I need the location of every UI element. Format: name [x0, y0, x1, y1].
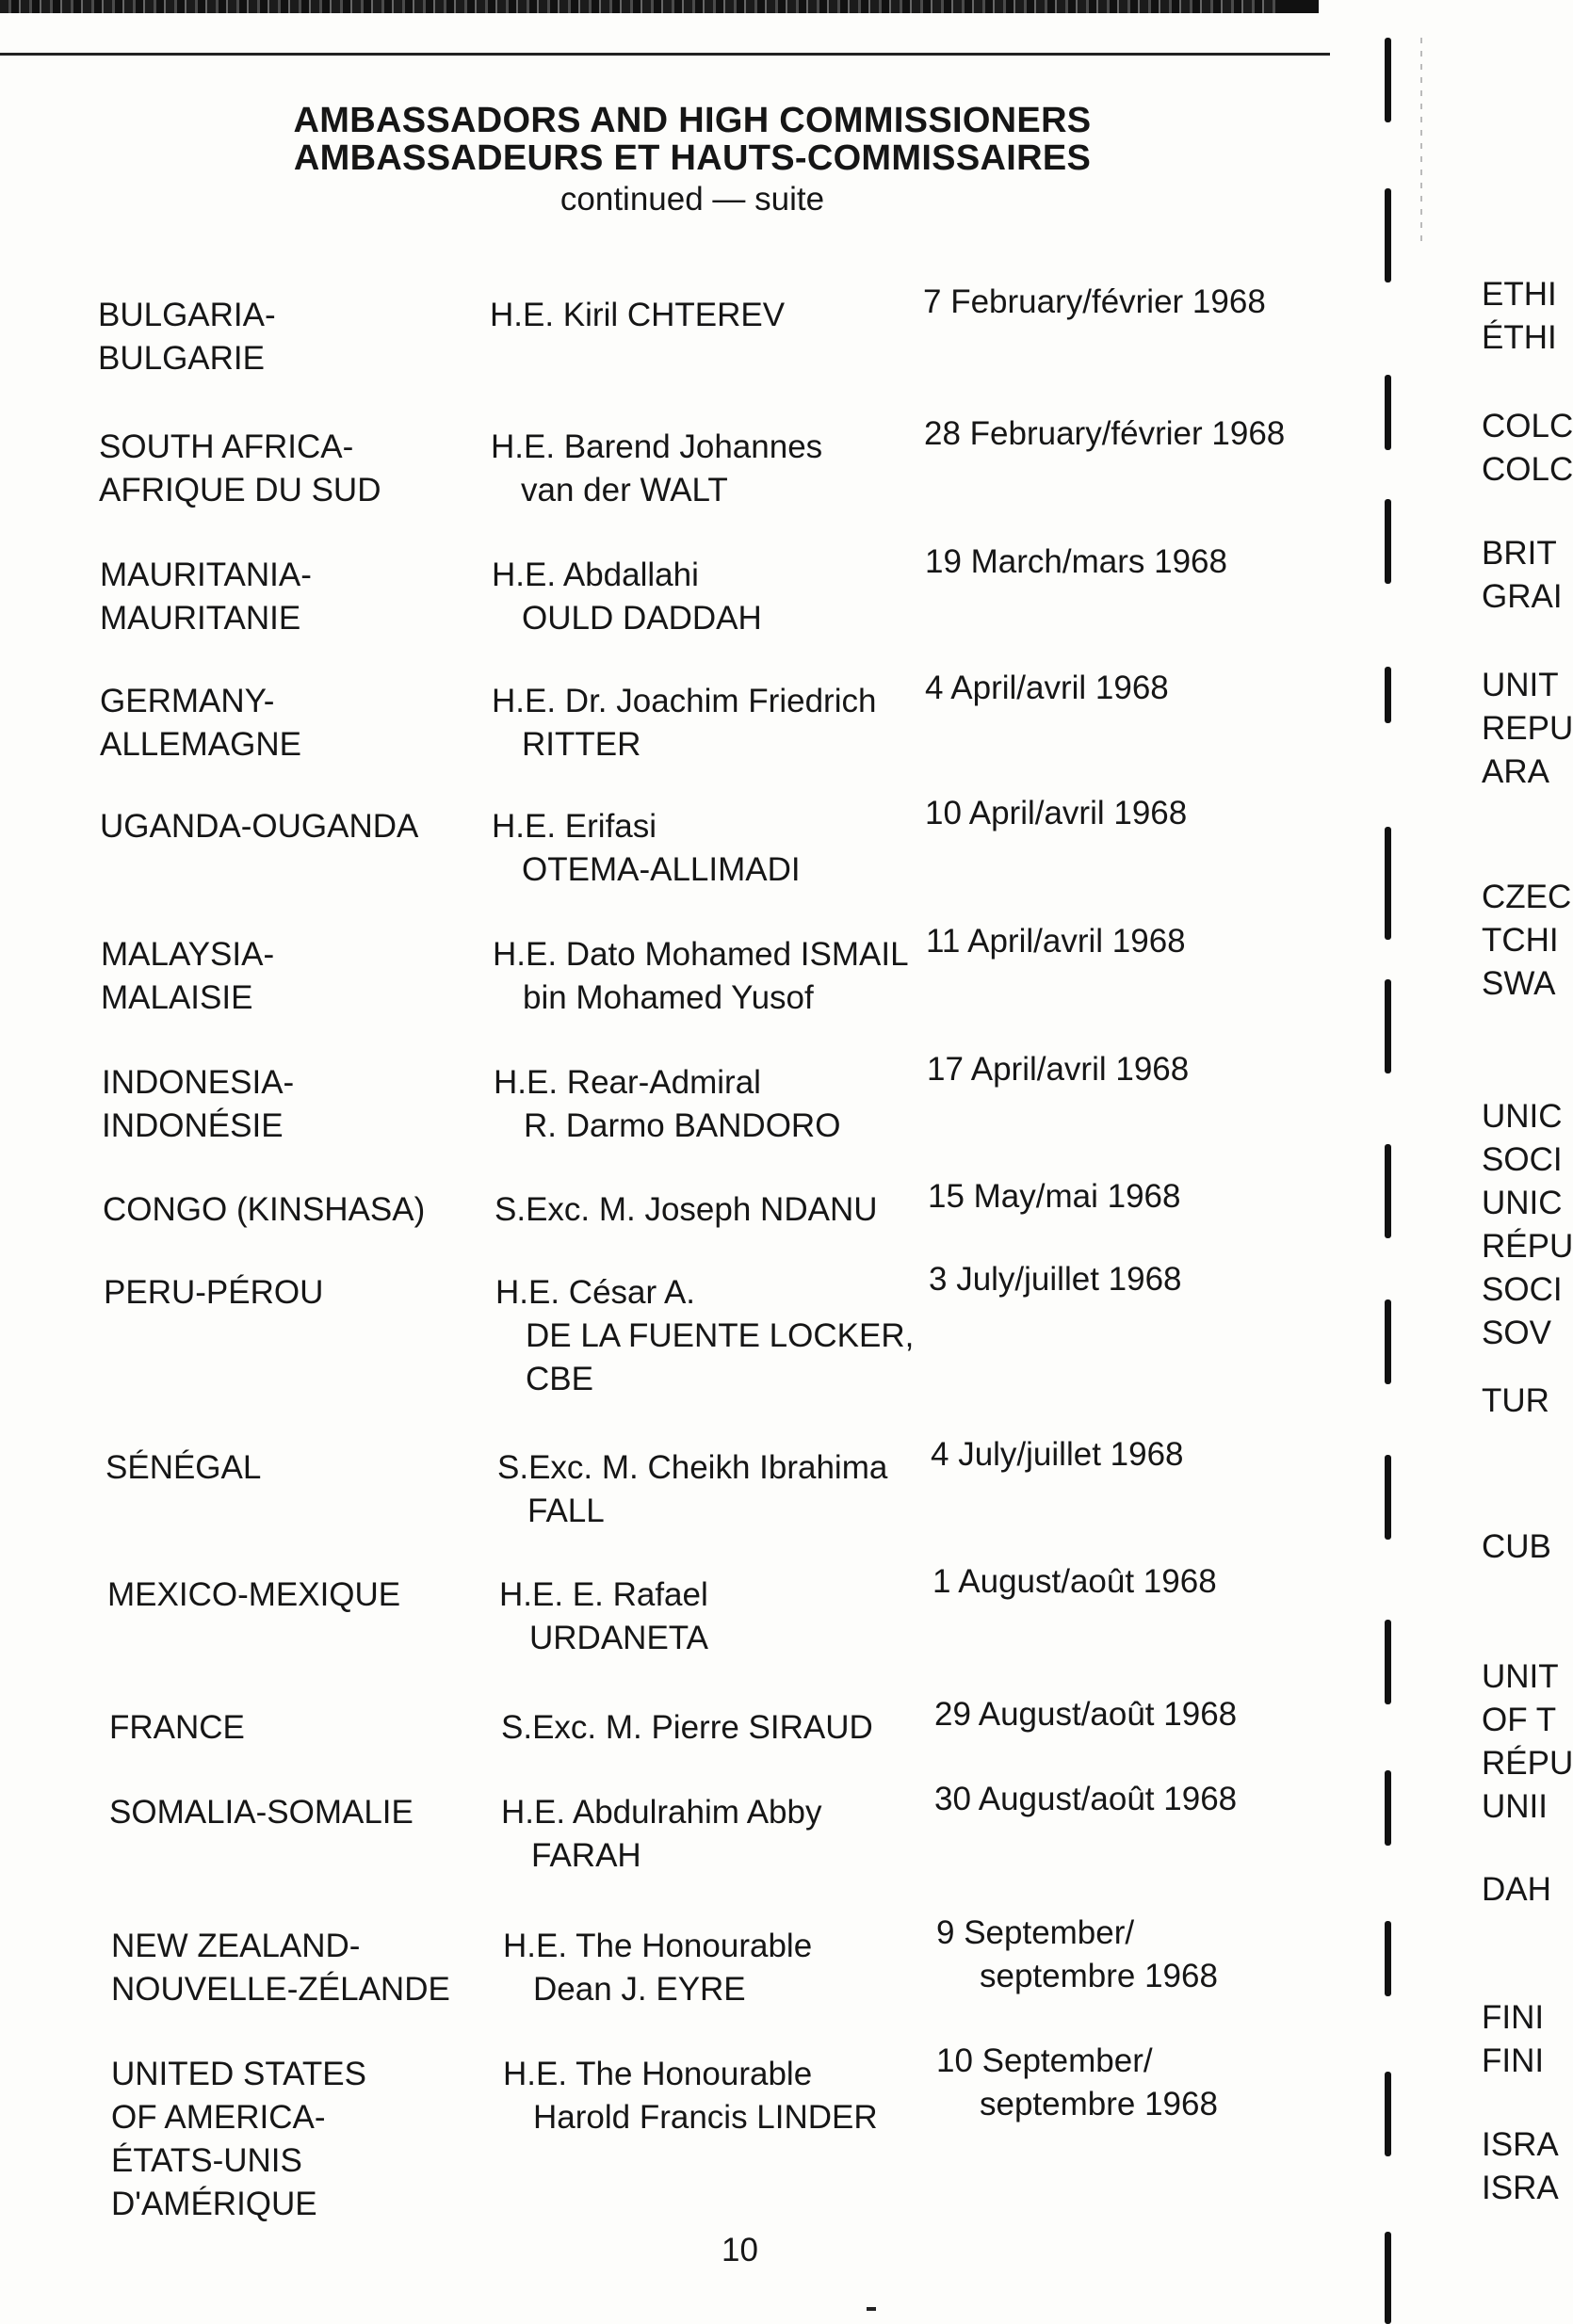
adjacent-page-fragment — [1482, 273, 1557, 360]
name-line: H.E. Abdulrahim Abby — [501, 1794, 822, 1831]
country-cell — [107, 1574, 522, 1617]
country-line: ALLEMAGNE — [100, 726, 301, 763]
country-line: MAURITANIE — [100, 600, 301, 637]
envoy-name-cell — [495, 1188, 984, 1232]
name-line: OTEMA-ALLIMADI — [522, 851, 801, 888]
country-line: ÉTATS-UNIS — [111, 2142, 302, 2179]
date-line: 28 February/février 1968 — [924, 415, 1286, 452]
credentials-date-cell — [934, 1693, 1330, 1736]
country-line: INDONESIA- — [102, 1064, 295, 1101]
adjacent-page-fragment — [1482, 1996, 1557, 2083]
country-cell — [100, 805, 514, 848]
binding-bracket — [1385, 667, 1391, 723]
fragment-line: CUB — [1482, 1528, 1551, 1565]
binding-bracket — [1385, 188, 1391, 282]
fragment-line: ARA — [1482, 753, 1549, 790]
country-line: FRANCE — [109, 1709, 245, 1746]
credentials-date-cell — [924, 412, 1320, 456]
fragment-line: OF T — [1482, 1702, 1557, 1738]
country-cell — [103, 1188, 517, 1232]
country-line: UNITED STATES — [111, 2056, 366, 2092]
date-line: 19 March/mars 1968 — [925, 543, 1227, 580]
country-cell — [99, 426, 513, 512]
country-line: CONGO (KINSHASA) — [103, 1191, 426, 1228]
credentials-date-cell — [936, 2040, 1332, 2126]
name-line: H.E. The Honourable — [503, 2056, 813, 2092]
country-line: MAURITANIA- — [100, 557, 312, 593]
name-line: URDANETA — [529, 1620, 708, 1656]
fragment-line: FINI — [1482, 1999, 1545, 2036]
binding-bracket — [1385, 375, 1391, 450]
name-line: Dean J. EYRE — [533, 1971, 746, 2008]
name-line: H.E. Barend Johannes — [491, 428, 823, 465]
binding-bracket — [1385, 1921, 1391, 1996]
name-line: RITTER — [522, 726, 641, 763]
fragment-line: RÉPU — [1482, 1745, 1573, 1782]
name-line: Harold Francis LINDER — [533, 2099, 878, 2136]
adjacent-page-fragment — [1482, 1655, 1573, 1829]
date-line: 9 September/ — [936, 1914, 1135, 1951]
date-line: 3 July/juillet 1968 — [929, 1261, 1182, 1298]
binding-bracket — [1385, 979, 1391, 1073]
name-line: R. Darmo BANDORO — [524, 1107, 841, 1144]
date-line: 10 September/ — [936, 2042, 1153, 2079]
country-line: AFRIQUE DU SUD — [99, 472, 381, 508]
name-line: DE LA FUENTE LOCKER, — [526, 1317, 915, 1354]
binding-bracket — [1385, 499, 1391, 584]
date-line: 30 August/août 1968 — [934, 1781, 1238, 1817]
subtitle: continued — suite — [559, 181, 825, 218]
fragment-line: RÉPU — [1482, 1228, 1573, 1265]
fragment-line: COLC — [1482, 408, 1573, 444]
fragment-line: SOCI — [1482, 1271, 1563, 1308]
adjacent-page-fragment — [1482, 405, 1573, 492]
country-cell — [102, 1061, 516, 1148]
fragment-line: ETHI — [1482, 276, 1557, 313]
fragment-line: UNIT — [1482, 667, 1559, 703]
binding-bracket — [1385, 1455, 1391, 1540]
name-line: OULD DADDAH — [522, 600, 762, 637]
credentials-date-cell — [932, 1560, 1328, 1604]
name-line: H.E. Kiril CHTEREV — [490, 297, 786, 333]
country-cell — [105, 1446, 520, 1490]
name-line: H.E. E. Rafael — [499, 1576, 708, 1613]
country-line: SOMALIA-SOMALIE — [109, 1794, 414, 1831]
country-cell — [100, 554, 514, 640]
country-cell — [111, 1925, 526, 2011]
credentials-date-cell — [934, 1778, 1330, 1821]
envoy-name-cell — [499, 1574, 989, 1660]
binding-bracket — [1385, 827, 1391, 940]
page-header — [0, 102, 1385, 218]
binding-bracket — [1385, 1299, 1391, 1384]
date-line: 4 April/avril 1968 — [925, 670, 1169, 706]
credentials-date-cell — [929, 1258, 1324, 1301]
fragment-line: UNIT — [1482, 1658, 1559, 1695]
credentials-date-cell — [925, 667, 1321, 710]
adjacent-page-fragment — [1482, 1868, 1557, 1912]
binding-bracket — [1385, 2232, 1391, 2324]
name-line: H.E. Dato Mohamed ISMAIL — [493, 936, 909, 973]
envoy-name-cell — [497, 1446, 987, 1533]
fragment-line: SWA — [1482, 965, 1556, 1002]
adjacent-page-fragment — [1482, 664, 1573, 794]
fragment-line: UNIC — [1482, 1098, 1563, 1135]
fragment-line: DAH — [1482, 1871, 1551, 1908]
country-cell — [104, 1271, 518, 1315]
envoy-name-cell — [503, 2053, 993, 2139]
name-line: CBE — [526, 1361, 593, 1397]
fragment-line: ÉTHI — [1482, 319, 1557, 356]
fragment-line: UNIC — [1482, 1185, 1563, 1221]
credentials-date-cell — [928, 1175, 1323, 1218]
scan-mark — [867, 2307, 876, 2311]
country-line: GERMANY- — [100, 683, 275, 719]
name-line: H.E. Abdallahi — [492, 557, 699, 593]
date-line: 17 April/avril 1968 — [927, 1051, 1190, 1088]
fragment-line: SOCI — [1482, 1141, 1563, 1178]
envoy-name-cell — [492, 805, 981, 892]
credentials-date-cell — [931, 1433, 1326, 1477]
date-line: 10 April/avril 1968 — [925, 795, 1188, 831]
credentials-date-cell — [936, 1912, 1332, 1998]
country-line: BULGARIE — [98, 340, 265, 377]
fragment-line: GRAI — [1482, 578, 1563, 615]
date-line: 11 April/avril 1968 — [926, 923, 1186, 960]
fragment-line: ISRA — [1482, 2170, 1559, 2206]
country-line: NOUVELLE-ZÉLANDE — [111, 1971, 450, 2008]
fragment-line: SOV — [1482, 1315, 1551, 1351]
fragment-line: CZEC — [1482, 879, 1572, 915]
name-line: H.E. The Honourable — [503, 1928, 813, 1964]
country-line: NEW ZEALAND- — [111, 1928, 361, 1964]
envoy-name-cell — [493, 933, 982, 1020]
country-line: D'AMÉRIQUE — [111, 2186, 317, 2222]
adjacent-page-fragment — [1482, 962, 1557, 1006]
title-english: AMBASSADORS AND HIGH COMMISSIONERS — [293, 101, 1092, 140]
name-line: H.E. Erifasi — [492, 808, 657, 845]
envoy-name-cell — [490, 294, 980, 337]
country-line: MEXICO-MEXIQUE — [107, 1576, 401, 1613]
country-line: UGANDA-OUGANDA — [100, 808, 419, 845]
fragment-line: FINI — [1482, 2042, 1545, 2079]
adjacent-page-fragment — [1482, 2123, 1557, 2210]
fragment-line: BRIT — [1482, 535, 1557, 572]
binding-bracket — [1385, 1620, 1391, 1704]
name-line: FALL — [527, 1493, 605, 1529]
date-line: septembre 1968 — [980, 1958, 1218, 1994]
credentials-date-cell — [923, 281, 1319, 324]
fragment-line: REPU — [1482, 710, 1573, 747]
name-line: S.Exc. M. Cheikh Ibrahima — [497, 1449, 888, 1486]
adjacent-page-fragment — [1482, 1525, 1557, 1569]
date-line: 15 May/mai 1968 — [928, 1178, 1181, 1215]
country-line: INDONÉSIE — [102, 1107, 284, 1144]
binding-bracket — [1385, 1770, 1391, 1846]
country-cell — [109, 1791, 524, 1834]
date-line: 1 August/août 1968 — [932, 1563, 1217, 1600]
fragment-line: TCHI — [1482, 922, 1559, 959]
country-line: SÉNÉGAL — [105, 1449, 262, 1486]
date-line: 29 August/août 1968 — [934, 1696, 1238, 1733]
country-cell — [101, 933, 515, 1020]
gutter-line — [1420, 38, 1422, 245]
country-cell — [100, 680, 514, 767]
country-line: MALAYSIA- — [101, 936, 275, 973]
scan-edge-mark — [1281, 0, 1319, 13]
name-line: van der WALT — [521, 472, 728, 508]
country-line: OF AMERICA- — [111, 2099, 326, 2136]
envoy-name-cell — [501, 1706, 991, 1750]
credentials-date-cell — [926, 920, 1322, 963]
country-line: BULGARIA- — [98, 297, 276, 333]
envoy-name-cell — [501, 1791, 991, 1878]
fragment-line: TUR — [1482, 1382, 1549, 1419]
binding-bracket — [1385, 38, 1391, 122]
envoy-name-cell — [495, 1271, 985, 1401]
adjacent-page-fragment — [1482, 876, 1572, 962]
name-line: S.Exc. M. Joseph NDANU — [495, 1191, 878, 1228]
country-cell — [109, 1706, 524, 1750]
date-line: 7 February/février 1968 — [923, 283, 1266, 320]
name-line: S.Exc. M. Pierre SIRAUD — [501, 1709, 873, 1746]
adjacent-page-fragment — [1482, 1095, 1573, 1355]
name-line: H.E. Rear-Admiral — [494, 1064, 761, 1101]
adjacent-page-fragment — [1482, 1380, 1557, 1423]
name-line: FARAH — [531, 1837, 641, 1874]
country-cell — [111, 2053, 526, 2226]
fragment-line: COLC — [1482, 451, 1573, 488]
envoy-name-cell — [494, 1061, 983, 1148]
country-line: PERU-PÉROU — [104, 1274, 324, 1311]
envoy-name-cell — [492, 680, 981, 767]
envoy-name-cell — [492, 554, 981, 640]
scan-edge-band — [0, 0, 1319, 13]
credentials-date-cell — [925, 541, 1321, 584]
binding-bracket — [1385, 1144, 1391, 1238]
adjacent-page-fragment — [1482, 532, 1563, 619]
country-line: SOUTH AFRICA- — [99, 428, 354, 465]
credentials-date-cell — [925, 792, 1321, 835]
name-line: H.E. César A. — [495, 1274, 696, 1311]
credentials-date-cell — [927, 1048, 1322, 1091]
country-cell — [98, 294, 512, 380]
fragment-line: UNII — [1482, 1788, 1548, 1825]
name-line: H.E. Dr. Joachim Friedrich — [492, 683, 877, 719]
top-rule — [0, 53, 1330, 56]
page-number: 10 — [722, 2232, 758, 2268]
country-line: MALAISIE — [101, 979, 253, 1016]
date-line: 4 July/juillet 1968 — [931, 1436, 1184, 1473]
envoy-name-cell — [503, 1925, 993, 2011]
binding-bracket — [1385, 2072, 1391, 2156]
title-french: AMBASSADEURS ET HAUTS-COMMISSAIRES — [293, 138, 1092, 178]
name-line: bin Mohamed Yusof — [523, 979, 814, 1016]
date-line: septembre 1968 — [980, 2086, 1218, 2122]
envoy-name-cell — [491, 426, 981, 512]
fragment-line: ISRA — [1482, 2126, 1559, 2163]
